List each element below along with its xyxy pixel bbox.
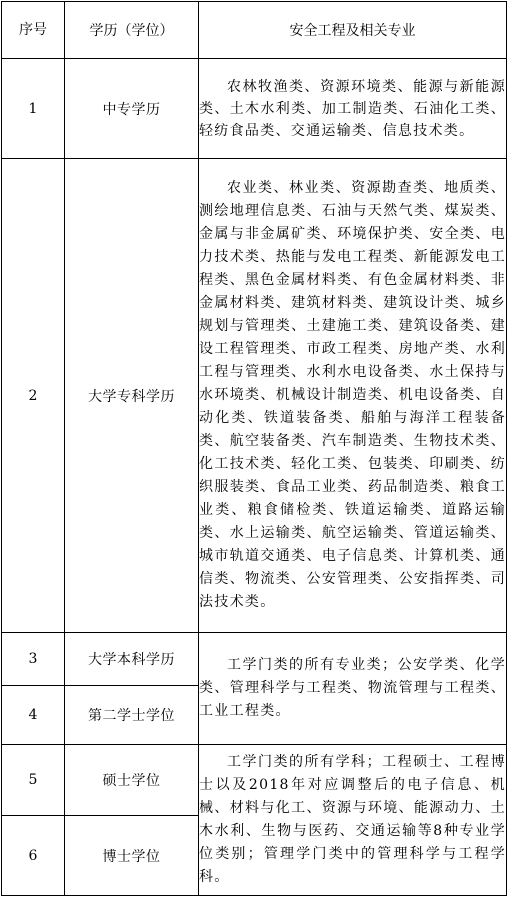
majors-text: 工学门类的所有专业类；公安学类、化学类、管理科学与工程类、物流管理与工程类、工业工程类。 (199, 657, 506, 719)
header-seq: 序号 (2, 2, 65, 59)
bachelor-majors-cell (199, 633, 507, 745)
row-seq: 1 (2, 59, 65, 159)
qualification-table (1, 1, 507, 896)
row-seq: 4 (2, 686, 65, 745)
row-seq: 5 (2, 745, 65, 816)
table-row (2, 59, 507, 159)
header-degree: 学历（学位） (65, 2, 199, 59)
table-header-row (2, 2, 507, 59)
row-degree: 中专学历 (65, 59, 199, 159)
row-degree: 大学专科学历 (65, 159, 199, 633)
row-degree: 第二学士学位 (65, 686, 199, 745)
row-majors (199, 159, 507, 633)
graduate-majors-cell (199, 745, 507, 896)
table-row (2, 633, 507, 686)
row-degree: 博士学位 (65, 816, 199, 896)
header-majors: 安全工程及相关专业 (199, 2, 507, 59)
row-degree: 硕士学位 (65, 745, 199, 816)
row-degree: 大学本科学历 (65, 633, 199, 686)
majors-text: 工学门类的所有学科；工程硕士、工程博士以及2018年对应调整后的电子信息、机械、材料与化工、资源与环境、能源动力、土木水利、生物与医药、交通运输等8种专业学位类别；管理学门类中的管理科学与工程学科。 (199, 754, 506, 885)
majors-text: 农业类、林业类、资源勘查类、地质类、测绘地理信息类、石油与天然气类、煤炭类、金属与非金属矿类、环境保护类、安全类、电力技术类、热能与发电工程类、新能源发电工程类、黑色金属材料类、有色金属材料类、非金属材料类、建筑材料类、建筑设计类、城乡规划与管理类、土建施工类、建筑设备类、建设工程管理类、市政工程类、房地产类、水利工程与管理类、水利水电设备类、水土保持与水环境类、机械设计制造类、机电设备类、自动化类、铁道装备类、船舶与海洋工程装备类、航空装备类、汽车制造类、生物技术类、化工技术类、轻化工类、包装类、印刷类、纺织服装类、食品工业类、药品制造类、粮食工业类、粮食储检类、铁道运输类、道路运输类、水上运输类、航空运输类、管道运输类、城市轨道交通类、电子信息类、计算机类、通信类、物流类、公安管理类、公安指挥类、司法技术类。 (199, 180, 506, 610)
row-seq: 6 (2, 816, 65, 896)
row-majors (199, 59, 507, 159)
table-row (2, 745, 507, 816)
table-row (2, 159, 507, 633)
row-seq: 3 (2, 633, 65, 686)
majors-text: 农林牧渔类、资源环境类、能源与新能源类、土木水利类、加工制造类、石油化工类、轻纺食品类、交通运输类、信息技术类。 (199, 78, 506, 139)
row-seq: 2 (2, 159, 65, 633)
